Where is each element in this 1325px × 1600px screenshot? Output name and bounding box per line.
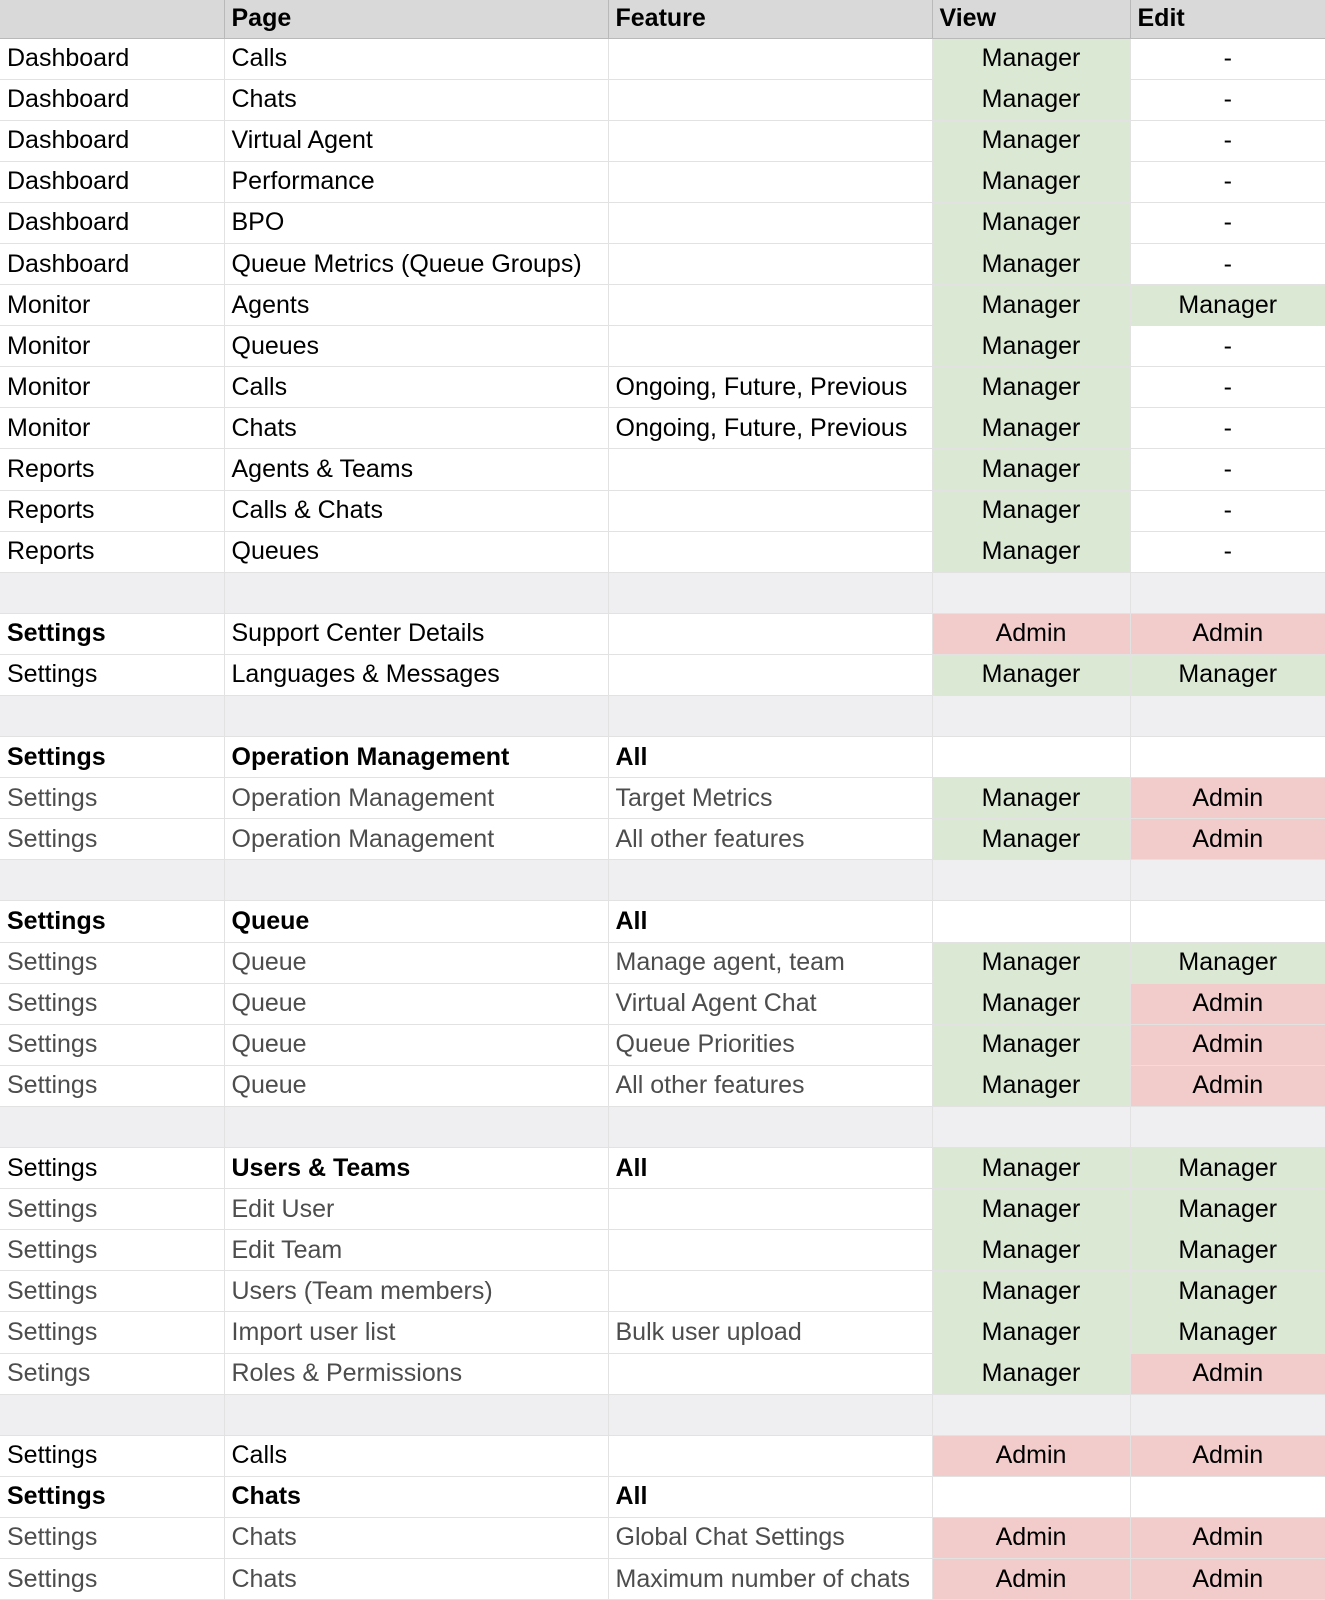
separator-cell[interactable] xyxy=(1130,696,1325,737)
table-row xyxy=(0,38,1325,79)
category-cell[interactable]: Settings xyxy=(0,613,224,654)
separator-cell[interactable] xyxy=(0,572,224,613)
separator-cell[interactable] xyxy=(932,860,1130,901)
page-cell[interactable]: Edit User xyxy=(224,1189,608,1230)
table-row xyxy=(0,1435,1325,1476)
feature-cell[interactable] xyxy=(608,1189,932,1230)
page-cell[interactable]: Chats xyxy=(224,408,608,449)
table-row xyxy=(0,654,1325,695)
category-cell[interactable]: Settings xyxy=(0,1189,224,1230)
view-cell[interactable]: Manager xyxy=(932,449,1130,490)
category-cell[interactable]: Dashboard xyxy=(0,243,224,284)
page-cell[interactable]: Queue Metrics (Queue Groups) xyxy=(224,243,608,284)
table-row xyxy=(0,983,1325,1024)
category-cell[interactable]: Settings xyxy=(0,1230,224,1271)
category-cell[interactable]: Dashboard xyxy=(0,38,224,79)
page-cell[interactable]: Operation Management xyxy=(224,778,608,819)
table-row xyxy=(0,1353,1325,1394)
table-row xyxy=(0,1517,1325,1558)
feature-cell[interactable]: All xyxy=(608,737,932,778)
separator-cell[interactable] xyxy=(224,1106,608,1147)
edit-cell[interactable]: - xyxy=(1130,79,1325,120)
separator-row xyxy=(0,572,1325,613)
edit-cell[interactable]: Manager xyxy=(1130,942,1325,983)
table-row xyxy=(0,120,1325,161)
category-cell[interactable]: Monitor xyxy=(0,408,224,449)
view-cell[interactable]: Admin xyxy=(932,1558,1130,1599)
category-cell[interactable]: Dashboard xyxy=(0,120,224,161)
page-cell[interactable]: Queue xyxy=(224,942,608,983)
page-cell[interactable]: BPO xyxy=(224,202,608,243)
page-cell[interactable]: Chats xyxy=(224,1517,608,1558)
separator-cell[interactable] xyxy=(224,1394,608,1435)
separator-cell[interactable] xyxy=(608,696,932,737)
category-cell[interactable]: Reports xyxy=(0,531,224,572)
table-row xyxy=(0,285,1325,326)
feature-cell[interactable]: Target Metrics xyxy=(608,778,932,819)
feature-cell[interactable]: All other features xyxy=(608,1065,932,1106)
edit-cell[interactable]: Admin xyxy=(1130,1024,1325,1065)
separator-cell[interactable] xyxy=(932,696,1130,737)
view-cell[interactable]: Admin xyxy=(932,613,1130,654)
table-row xyxy=(0,901,1325,942)
category-cell[interactable]: Monitor xyxy=(0,326,224,367)
feature-cell[interactable]: Bulk user upload xyxy=(608,1312,932,1353)
page-cell[interactable]: Support Center Details xyxy=(224,613,608,654)
category-cell[interactable]: Settings xyxy=(0,1517,224,1558)
edit-cell[interactable]: Manager xyxy=(1130,1189,1325,1230)
edit-cell[interactable]: Manager xyxy=(1130,654,1325,695)
table-row xyxy=(0,1312,1325,1353)
view-cell[interactable]: Manager xyxy=(932,1065,1130,1106)
category-cell[interactable]: Settings xyxy=(0,737,224,778)
category-cell[interactable]: Monitor xyxy=(0,285,224,326)
page-cell[interactable]: Queue xyxy=(224,1024,608,1065)
view-cell[interactable]: Manager xyxy=(932,1271,1130,1312)
edit-cell[interactable]: Admin xyxy=(1130,778,1325,819)
view-cell[interactable]: Manager xyxy=(932,1024,1130,1065)
edit-cell[interactable]: Manager xyxy=(1130,285,1325,326)
page-cell[interactable]: Operation Management xyxy=(224,819,608,860)
view-cell[interactable]: Manager xyxy=(932,202,1130,243)
view-cell[interactable] xyxy=(932,1476,1130,1517)
edit-cell[interactable] xyxy=(1130,1476,1325,1517)
separator-cell[interactable] xyxy=(224,860,608,901)
feature-cell[interactable] xyxy=(608,120,932,161)
view-cell[interactable] xyxy=(932,901,1130,942)
separator-cell[interactable] xyxy=(1130,1394,1325,1435)
feature-cell[interactable] xyxy=(608,1230,932,1271)
view-cell[interactable]: Manager xyxy=(932,161,1130,202)
header-cell-category[interactable] xyxy=(0,0,224,38)
view-cell[interactable] xyxy=(932,737,1130,778)
page-cell[interactable]: Users (Team members) xyxy=(224,1271,608,1312)
separator-cell[interactable] xyxy=(0,860,224,901)
category-cell[interactable]: Settings xyxy=(0,1148,224,1189)
table-row xyxy=(0,326,1325,367)
feature-cell[interactable]: Virtual Agent Chat xyxy=(608,983,932,1024)
page-cell[interactable]: Agents & Teams xyxy=(224,449,608,490)
category-cell[interactable]: Settings xyxy=(0,1024,224,1065)
edit-cell[interactable]: Admin xyxy=(1130,983,1325,1024)
feature-cell[interactable]: All xyxy=(608,1148,932,1189)
table-row xyxy=(0,531,1325,572)
view-cell[interactable]: Manager xyxy=(932,983,1130,1024)
header-cell-view[interactable]: View xyxy=(932,0,1130,38)
header-cell-feature[interactable]: Feature xyxy=(608,0,932,38)
category-cell[interactable]: Settings xyxy=(0,778,224,819)
feature-cell[interactable] xyxy=(608,1353,932,1394)
edit-cell[interactable]: Admin xyxy=(1130,1558,1325,1599)
feature-cell[interactable]: Manage agent, team xyxy=(608,942,932,983)
feature-cell[interactable]: All xyxy=(608,1476,932,1517)
table-row xyxy=(0,1065,1325,1106)
separator-cell[interactable] xyxy=(608,860,932,901)
page-cell[interactable]: Chats xyxy=(224,1558,608,1599)
view-cell[interactable]: Manager xyxy=(932,326,1130,367)
table-row xyxy=(0,819,1325,860)
category-cell[interactable]: Setings xyxy=(0,1353,224,1394)
separator-row xyxy=(0,1106,1325,1147)
header-row xyxy=(0,0,1325,38)
edit-cell[interactable]: Manager xyxy=(1130,1230,1325,1271)
edit-cell[interactable]: - xyxy=(1130,408,1325,449)
edit-cell[interactable]: - xyxy=(1130,326,1325,367)
separator-row xyxy=(0,860,1325,901)
feature-cell[interactable] xyxy=(608,613,932,654)
table-row xyxy=(0,1230,1325,1271)
edit-cell[interactable]: Manager xyxy=(1130,1148,1325,1189)
category-cell[interactable]: Dashboard xyxy=(0,161,224,202)
table-row xyxy=(0,942,1325,983)
separator-cell[interactable] xyxy=(932,572,1130,613)
category-cell[interactable]: Dashboard xyxy=(0,202,224,243)
view-cell[interactable]: Manager xyxy=(932,285,1130,326)
page-cell[interactable]: Operation Management xyxy=(224,737,608,778)
view-cell[interactable]: Manager xyxy=(932,243,1130,284)
edit-cell[interactable]: - xyxy=(1130,202,1325,243)
feature-cell[interactable] xyxy=(608,490,932,531)
feature-cell[interactable] xyxy=(608,1435,932,1476)
page-cell[interactable]: Queue xyxy=(224,1065,608,1106)
category-cell[interactable]: Reports xyxy=(0,490,224,531)
view-cell[interactable]: Manager xyxy=(932,490,1130,531)
page-cell[interactable]: Edit Team xyxy=(224,1230,608,1271)
table-row xyxy=(0,202,1325,243)
feature-cell[interactable] xyxy=(608,449,932,490)
header-cell-page[interactable]: Page xyxy=(224,0,608,38)
table-row xyxy=(0,79,1325,120)
table-row xyxy=(0,1558,1325,1599)
table-row xyxy=(0,1024,1325,1065)
view-cell[interactable]: Manager xyxy=(932,120,1130,161)
page-cell[interactable]: Languages & Messages xyxy=(224,654,608,695)
view-cell[interactable]: Manager xyxy=(932,819,1130,860)
view-cell[interactable]: Admin xyxy=(932,1517,1130,1558)
category-cell[interactable]: Settings xyxy=(0,1558,224,1599)
feature-cell[interactable] xyxy=(608,285,932,326)
page-cell[interactable]: Import user list xyxy=(224,1312,608,1353)
header-cell-edit[interactable]: Edit xyxy=(1130,0,1325,38)
table-row xyxy=(0,1271,1325,1312)
table-row xyxy=(0,1476,1325,1517)
feature-cell[interactable] xyxy=(608,79,932,120)
page-cell[interactable]: Agents xyxy=(224,285,608,326)
table-row xyxy=(0,367,1325,408)
edit-cell[interactable]: - xyxy=(1130,120,1325,161)
category-cell[interactable]: Settings xyxy=(0,819,224,860)
separator-cell[interactable] xyxy=(224,572,608,613)
feature-cell[interactable]: Global Chat Settings xyxy=(608,1517,932,1558)
view-cell[interactable]: Manager xyxy=(932,1148,1130,1189)
view-cell[interactable]: Manager xyxy=(932,367,1130,408)
edit-cell[interactable]: Manager xyxy=(1130,1271,1325,1312)
edit-cell[interactable]: Admin xyxy=(1130,1353,1325,1394)
edit-cell[interactable]: - xyxy=(1130,490,1325,531)
separator-cell[interactable] xyxy=(932,1106,1130,1147)
page-cell[interactable]: Chats xyxy=(224,79,608,120)
view-cell[interactable]: Admin xyxy=(932,1435,1130,1476)
feature-cell[interactable]: Ongoing, Future, Previous xyxy=(608,367,932,408)
edit-cell[interactable]: - xyxy=(1130,38,1325,79)
separator-cell[interactable] xyxy=(0,696,224,737)
separator-cell[interactable] xyxy=(0,1394,224,1435)
view-cell[interactable]: Manager xyxy=(932,1189,1130,1230)
separator-cell[interactable] xyxy=(608,1394,932,1435)
view-cell[interactable]: Manager xyxy=(932,1230,1130,1271)
feature-cell[interactable] xyxy=(608,161,932,202)
view-cell[interactable]: Manager xyxy=(932,79,1130,120)
table-row xyxy=(0,408,1325,449)
edit-cell[interactable]: Admin xyxy=(1130,819,1325,860)
table-row xyxy=(0,161,1325,202)
page-cell[interactable]: Queue xyxy=(224,901,608,942)
page-cell[interactable]: Calls & Chats xyxy=(224,490,608,531)
separator-row xyxy=(0,1394,1325,1435)
edit-cell[interactable] xyxy=(1130,901,1325,942)
table-row xyxy=(0,490,1325,531)
view-cell[interactable]: Manager xyxy=(932,531,1130,572)
page-cell[interactable]: Calls xyxy=(224,38,608,79)
separator-cell[interactable] xyxy=(1130,572,1325,613)
view-cell[interactable]: Manager xyxy=(932,1353,1130,1394)
category-cell[interactable]: Reports xyxy=(0,449,224,490)
feature-cell[interactable] xyxy=(608,326,932,367)
table-row xyxy=(0,1189,1325,1230)
page-cell[interactable]: Calls xyxy=(224,1435,608,1476)
page-cell[interactable]: Performance xyxy=(224,161,608,202)
page-cell[interactable]: Chats xyxy=(224,1476,608,1517)
table-body xyxy=(0,38,1325,1600)
category-cell[interactable]: Monitor xyxy=(0,367,224,408)
separator-cell[interactable] xyxy=(0,1106,224,1147)
feature-cell[interactable] xyxy=(608,202,932,243)
category-cell[interactable]: Settings xyxy=(0,983,224,1024)
separator-cell[interactable] xyxy=(608,572,932,613)
view-cell[interactable]: Manager xyxy=(932,942,1130,983)
table-row xyxy=(0,778,1325,819)
page-cell[interactable]: Users & Teams xyxy=(224,1148,608,1189)
feature-cell[interactable]: Ongoing, Future, Previous xyxy=(608,408,932,449)
view-cell[interactable]: Manager xyxy=(932,408,1130,449)
page-cell[interactable]: Queue xyxy=(224,983,608,1024)
feature-cell[interactable] xyxy=(608,654,932,695)
edit-cell[interactable]: - xyxy=(1130,243,1325,284)
category-cell[interactable]: Settings xyxy=(0,901,224,942)
category-cell[interactable]: Settings xyxy=(0,654,224,695)
feature-cell[interactable] xyxy=(608,531,932,572)
table-row xyxy=(0,449,1325,490)
page-cell[interactable]: Virtual Agent xyxy=(224,120,608,161)
edit-cell[interactable]: Admin xyxy=(1130,1435,1325,1476)
separator-cell[interactable] xyxy=(1130,1106,1325,1147)
edit-cell[interactable]: Manager xyxy=(1130,1312,1325,1353)
separator-cell[interactable] xyxy=(608,1106,932,1147)
category-cell[interactable]: Settings xyxy=(0,1435,224,1476)
table-row xyxy=(0,1148,1325,1189)
edit-cell[interactable]: - xyxy=(1130,161,1325,202)
category-cell[interactable]: Settings xyxy=(0,1476,224,1517)
feature-cell[interactable]: All other features xyxy=(608,819,932,860)
separator-cell[interactable] xyxy=(1130,860,1325,901)
feature-cell[interactable]: Maximum number of chats xyxy=(608,1558,932,1599)
edit-cell[interactable]: - xyxy=(1130,531,1325,572)
table-row xyxy=(0,613,1325,654)
feature-cell[interactable]: Queue Priorities xyxy=(608,1024,932,1065)
page-cell[interactable]: Queues xyxy=(224,531,608,572)
view-cell[interactable]: Manager xyxy=(932,778,1130,819)
page-cell[interactable]: Calls xyxy=(224,367,608,408)
edit-cell[interactable]: Admin xyxy=(1130,613,1325,654)
feature-cell[interactable] xyxy=(608,1271,932,1312)
edit-cell[interactable]: - xyxy=(1130,449,1325,490)
category-cell[interactable]: Settings xyxy=(0,942,224,983)
category-cell[interactable]: Settings xyxy=(0,1312,224,1353)
feature-cell[interactable] xyxy=(608,38,932,79)
edit-cell[interactable]: Admin xyxy=(1130,1065,1325,1106)
page-cell[interactable]: Queues xyxy=(224,326,608,367)
edit-cell[interactable]: - xyxy=(1130,367,1325,408)
view-cell[interactable]: Manager xyxy=(932,654,1130,695)
view-cell[interactable]: Manager xyxy=(932,1312,1130,1353)
view-cell[interactable]: Manager xyxy=(932,38,1130,79)
category-cell[interactable]: Settings xyxy=(0,1065,224,1106)
edit-cell[interactable] xyxy=(1130,737,1325,778)
feature-cell[interactable]: All xyxy=(608,901,932,942)
feature-cell[interactable] xyxy=(608,243,932,284)
page-cell[interactable]: Roles & Permissions xyxy=(224,1353,608,1394)
separator-cell[interactable] xyxy=(932,1394,1130,1435)
category-cell[interactable]: Dashboard xyxy=(0,79,224,120)
category-cell[interactable]: Settings xyxy=(0,1271,224,1312)
separator-cell[interactable] xyxy=(224,696,608,737)
table-row xyxy=(0,243,1325,284)
edit-cell[interactable]: Admin xyxy=(1130,1517,1325,1558)
table-row xyxy=(0,737,1325,778)
separator-row xyxy=(0,696,1325,737)
